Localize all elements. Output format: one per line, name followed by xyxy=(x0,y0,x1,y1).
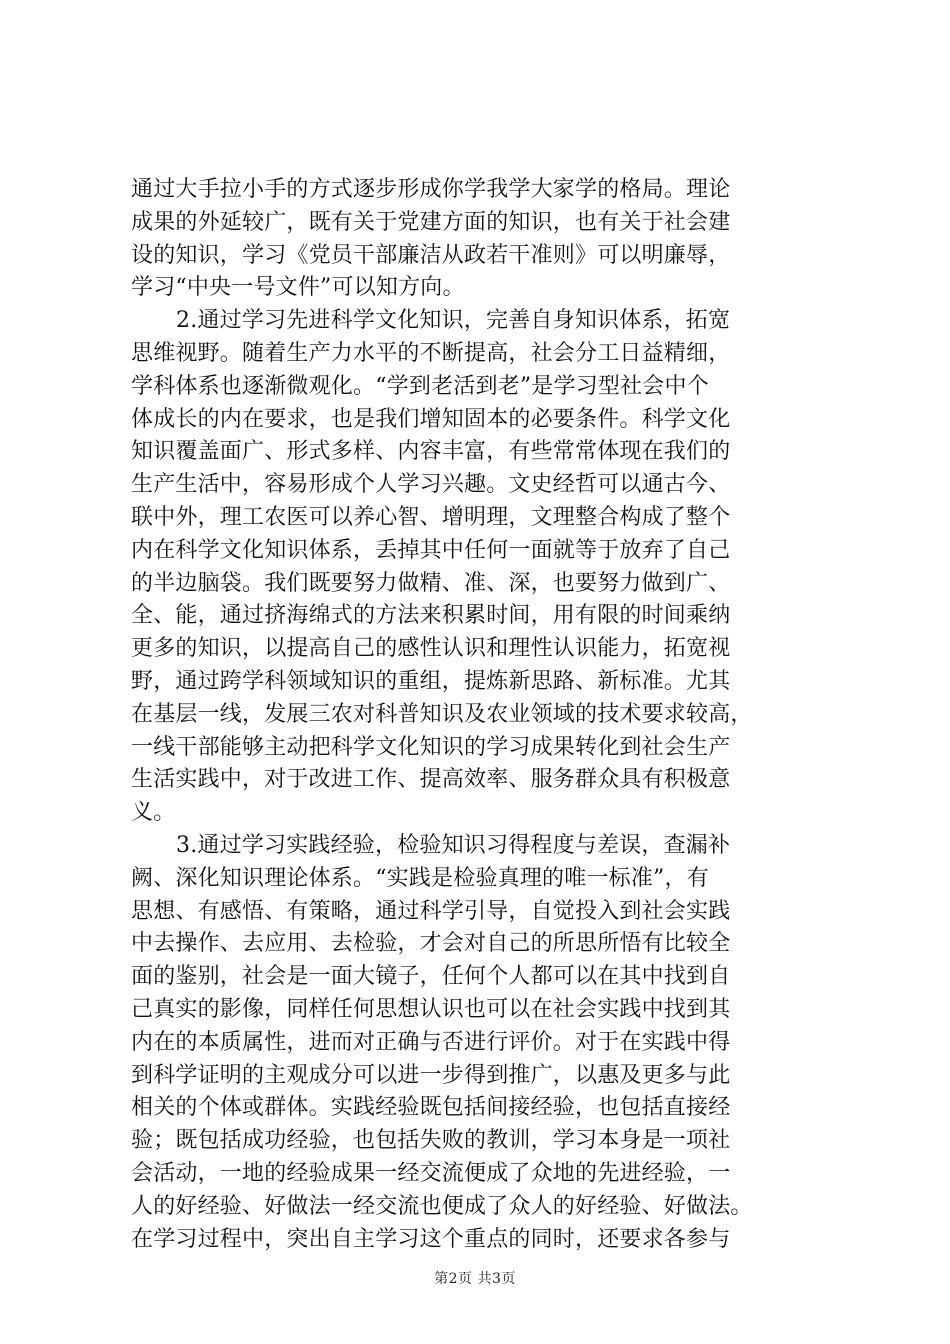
text-line: 知识覆盖面广、形式多样、内容丰富，有些常常体现在我们的 xyxy=(131,439,731,465)
text-line: 面的鉴别，社会是一面大镜子，任何个人都可以在其中找到自 xyxy=(131,964,731,990)
body-text xyxy=(131,174,831,1256)
text-line: 学科体系也逐渐微观化。“学到老活到老”是学习型社会中个 xyxy=(131,373,709,399)
text-line: 的半边脑袋。我们既要努力做精、准、深，也要努力做到广、 xyxy=(131,570,731,596)
text-line: 己真实的影像，同样任何思想认识也可以在社会实践中找到其 xyxy=(131,996,731,1022)
text-line: 野，通过跨学科领域知识的重组，提炼新思路、新标准。尤其 xyxy=(131,668,731,694)
text-line: 生产生活中，容易形成个人学习兴趣。文史经哲可以通古今、 xyxy=(131,472,731,498)
text-line: 3.通过学习实践经验，检验知识习得程度与差误，查漏补 xyxy=(176,832,731,858)
text-line: 内在的本质属性，进而对正确与否进行评价。对于在实践中得 xyxy=(131,1029,731,1055)
text-line: 体成长的内在要求，也是我们增知固本的必要条件。科学文化 xyxy=(131,406,731,432)
text-line: 阙、深化知识理论体系。“实践是检验真理的唯一标准”，有 xyxy=(131,865,709,891)
text-line: 中去操作、去应用、去检验，才会对自己的所思所悟有比较全 xyxy=(131,931,731,957)
text-line: 通过大手拉小手的方式逐步形成你学我学大家学的格局。理论 xyxy=(131,177,731,202)
text-line: 义。 xyxy=(131,800,176,826)
page-footer: 第2页 共3页 xyxy=(434,1271,516,1287)
text-line: 一线干部能够主动把科学文化知识的学习成果转化到社会生产 xyxy=(131,734,731,760)
text-line: 更多的知识，以提高自己的感性认识和理性认识能力，拓宽视 xyxy=(131,636,731,662)
text-line: 在基层一线，发展三农对科普知识及农业领域的技术要求较高， xyxy=(131,701,753,727)
text-line: 验；既包括成功经验，也包括失败的教训，学习本身是一项社 xyxy=(131,1128,731,1154)
text-line: 2.通过学习先进科学文化知识，完善自身知识体系，拓宽 xyxy=(176,308,731,334)
text-line: 内在科学文化知识体系，丢掉其中任何一面就等于放弃了自己 xyxy=(131,537,731,563)
text-line: 相关的个体或群体。实践经验既包括间接经验，也包括直接经 xyxy=(131,1095,731,1121)
text-line: 思维视野。随着生产力水平的不断提高，社会分工日益精细， xyxy=(131,340,731,366)
text-line: 联中外，理工农医可以养心智、增明理，文理整合构成了整个 xyxy=(131,504,731,530)
text-line: 学习“中央一号文件”可以知方向。 xyxy=(131,275,465,301)
text-line: 到科学证明的主观成分可以进一步得到推广，以惠及更多与此 xyxy=(131,1062,731,1088)
text-line: 设的知识，学习《党员干部廉洁从政若干准则》可以明廉辱， xyxy=(131,242,731,268)
text-line: 人的好经验、好做法一经交流也便成了众人的好经验、好做法。 xyxy=(131,1193,753,1219)
text-line: 全、能，通过挤海绵式的方法来积累时间，用有限的时间乘纳 xyxy=(131,603,731,629)
text-line: 会活动，一地的经验成果一经交流便成了众地的先进经验，一 xyxy=(131,1160,731,1186)
text-line: 在学习过程中，突出自主学习这个重点的同时，还要求各参与 xyxy=(131,1226,731,1252)
text-line: 成果的外延较广，既有关于党建方面的知识，也有关于社会建 xyxy=(131,209,731,235)
text-line: 生活实践中，对于改进工作、提高效率、服务群众具有积极意 xyxy=(131,767,731,793)
text-line: 思想、有感悟、有策略，通过科学引导，自觉投入到社会实践 xyxy=(131,898,731,924)
